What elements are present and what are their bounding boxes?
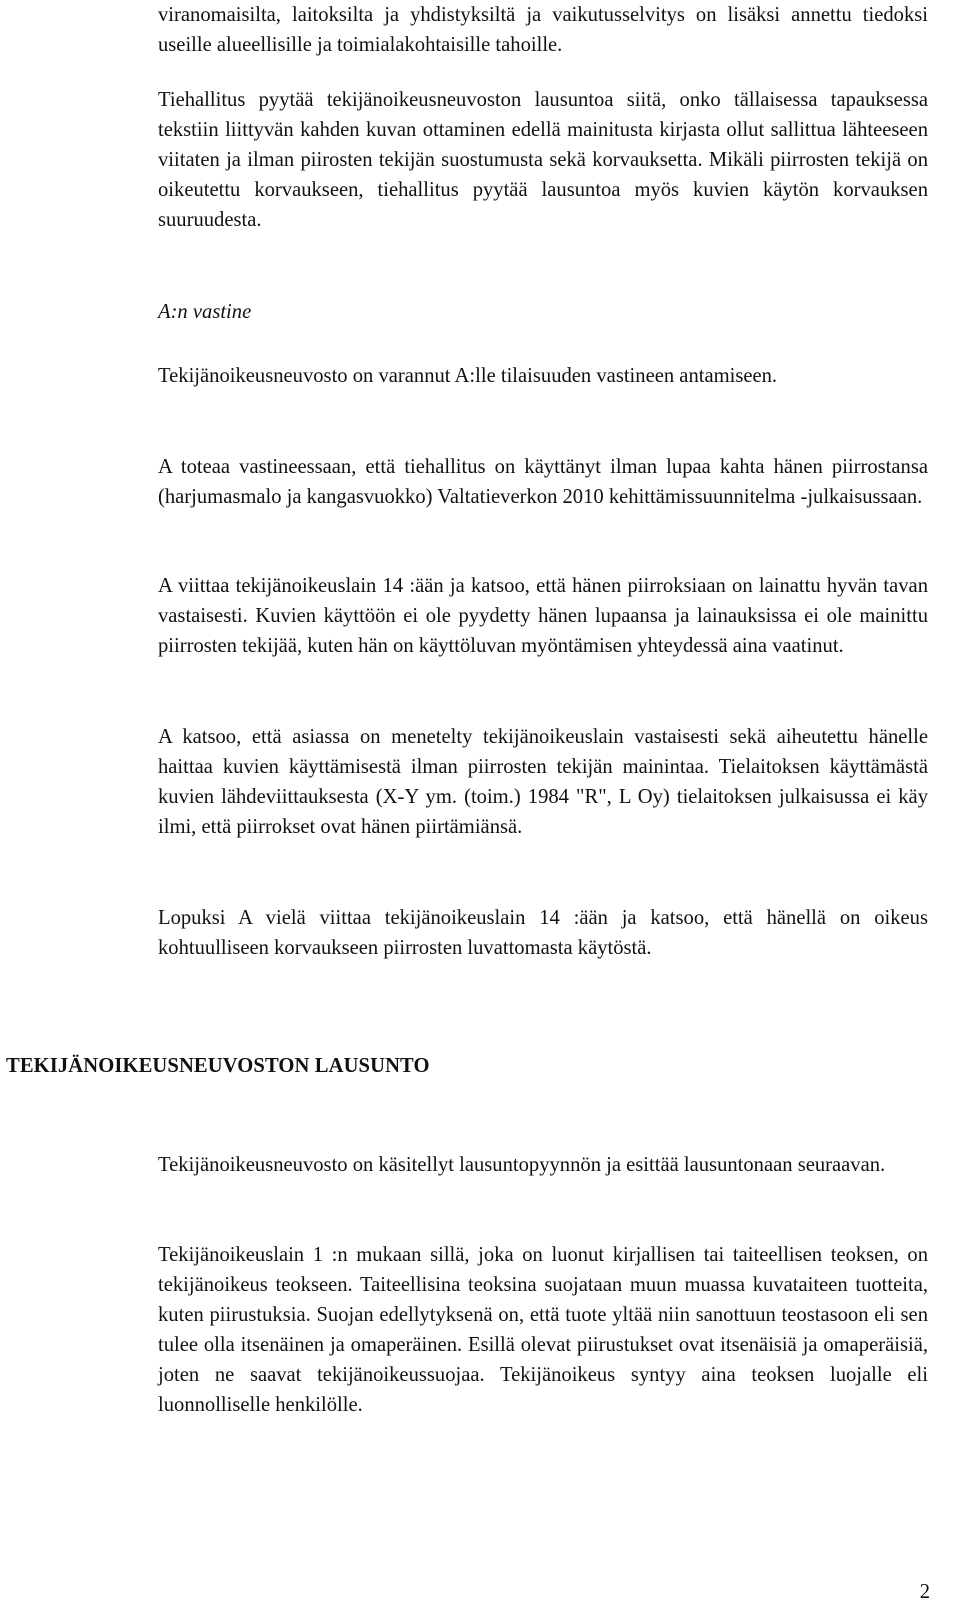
section-heading: TEKIJÄNOIKEUSNEUVOSTON LAUSUNTO (6, 1055, 430, 1077)
page-number: 2 (919, 1581, 930, 1603)
paragraph-violation: A katsoo, että asiassa on menetelty tekijänoikeuslain vastaisesti sekä aiheutettu hänelle haittaa kuvien käyttämisestä ilman piirrosten tekijän mainintaa. Tielaitoksen käyttämästä kuvien lähdeviittauksesta (X-Y ym. (toim.) 1984 "R", L Oy) tielaitoksen julkaisussa ei käy ilmi, että piirrokset ovat hänen piirtämiänsä. (158, 726, 928, 839)
subheading-response: A:n vastine (158, 301, 252, 323)
paragraph-council-opinion: Tekijänoikeusneuvosto on käsitellyt lausuntopyynnön ja esittää lausuntonaan seuraavan. (158, 1154, 886, 1176)
paragraph-compensation: Lopuksi A vielä viittaa tekijänoikeuslain 14 :ään ja katsoo, että hänellä on oikeus kohtuulliseen korvaukseen piirrosten luvattomasta käytöstä. (158, 907, 928, 960)
paragraph-request: Tiehallitus pyytää tekijänoikeusneuvoston lausuntoa siitä, onko tällaisessa tapauksessa tekstiin liittyvän kahden kuvan ottaminen edellä mainitusta kirjasta ollut sallittua lähteeseen viitaten ja ilman piirosten tekijän suostumusta sekä korvauksetta. Mikäli piirrosten tekijä on oikeutettu korvaukseen, tiehallitus pyytää lausuntoa myös kuvien käytön korvauksen suuruudesta. (158, 89, 928, 232)
paragraph-opportunity: Tekijänoikeusneuvosto on varannut A:lle tilaisuuden vastineen antamiseen. (158, 365, 778, 387)
paragraph-copyright-law: Tekijänoikeuslain 1 :n mukaan sillä, joka on luonut kirjallisen tai taiteellisen teoksen, on tekijänoikeus teokseen. Taiteellisina teoksina suojataan muun muassa kuvataiteen tuotteita, kuten piirustuksia. Suojan edellytyksenä on, että tuote yltää niin sanottuun teostasoon eli sen tulee olla itsenäinen ja omaperäinen. Esillä olevat piirustukset ovat itsenäisiä ja omaperäisiä, joten ne saavat tekijänoikeussuojaa. Tekijänoikeus syntyy aina teoksen luojalle eli luonnolliselle henkilölle. (158, 1244, 928, 1417)
paragraph-reference-law: A viittaa tekijänoikeuslain 14 :ään ja katsoo, että hänen piirroksiaan on lainattu hyvän tavan vastaisesti. Kuvien käyttöön ei ole pyydetty hänen lupaansa ja lainauksissa ei ole mainittu piirrosten tekijää, kuten hän on käyttöluvan myöntämisen yhteydessä aina vaatinut. (158, 575, 928, 658)
paragraph-statement: A toteaa vastineessaan, että tiehallitus on käyttänyt ilman lupaa kahta hänen piirrostansa (harjumasmalo ja kangasvuokko) Valtatieverkon 2010 kehittämissuunnitelma -julkaisussaan. (158, 456, 928, 509)
intro-paragraph: viranomaisilta, laitoksilta ja yhdistyksiltä ja vaikutusselvitys on lisäksi annettu tiedoksi useille alueellisille ja toimialakohtaisille tahoille. (158, 4, 928, 57)
